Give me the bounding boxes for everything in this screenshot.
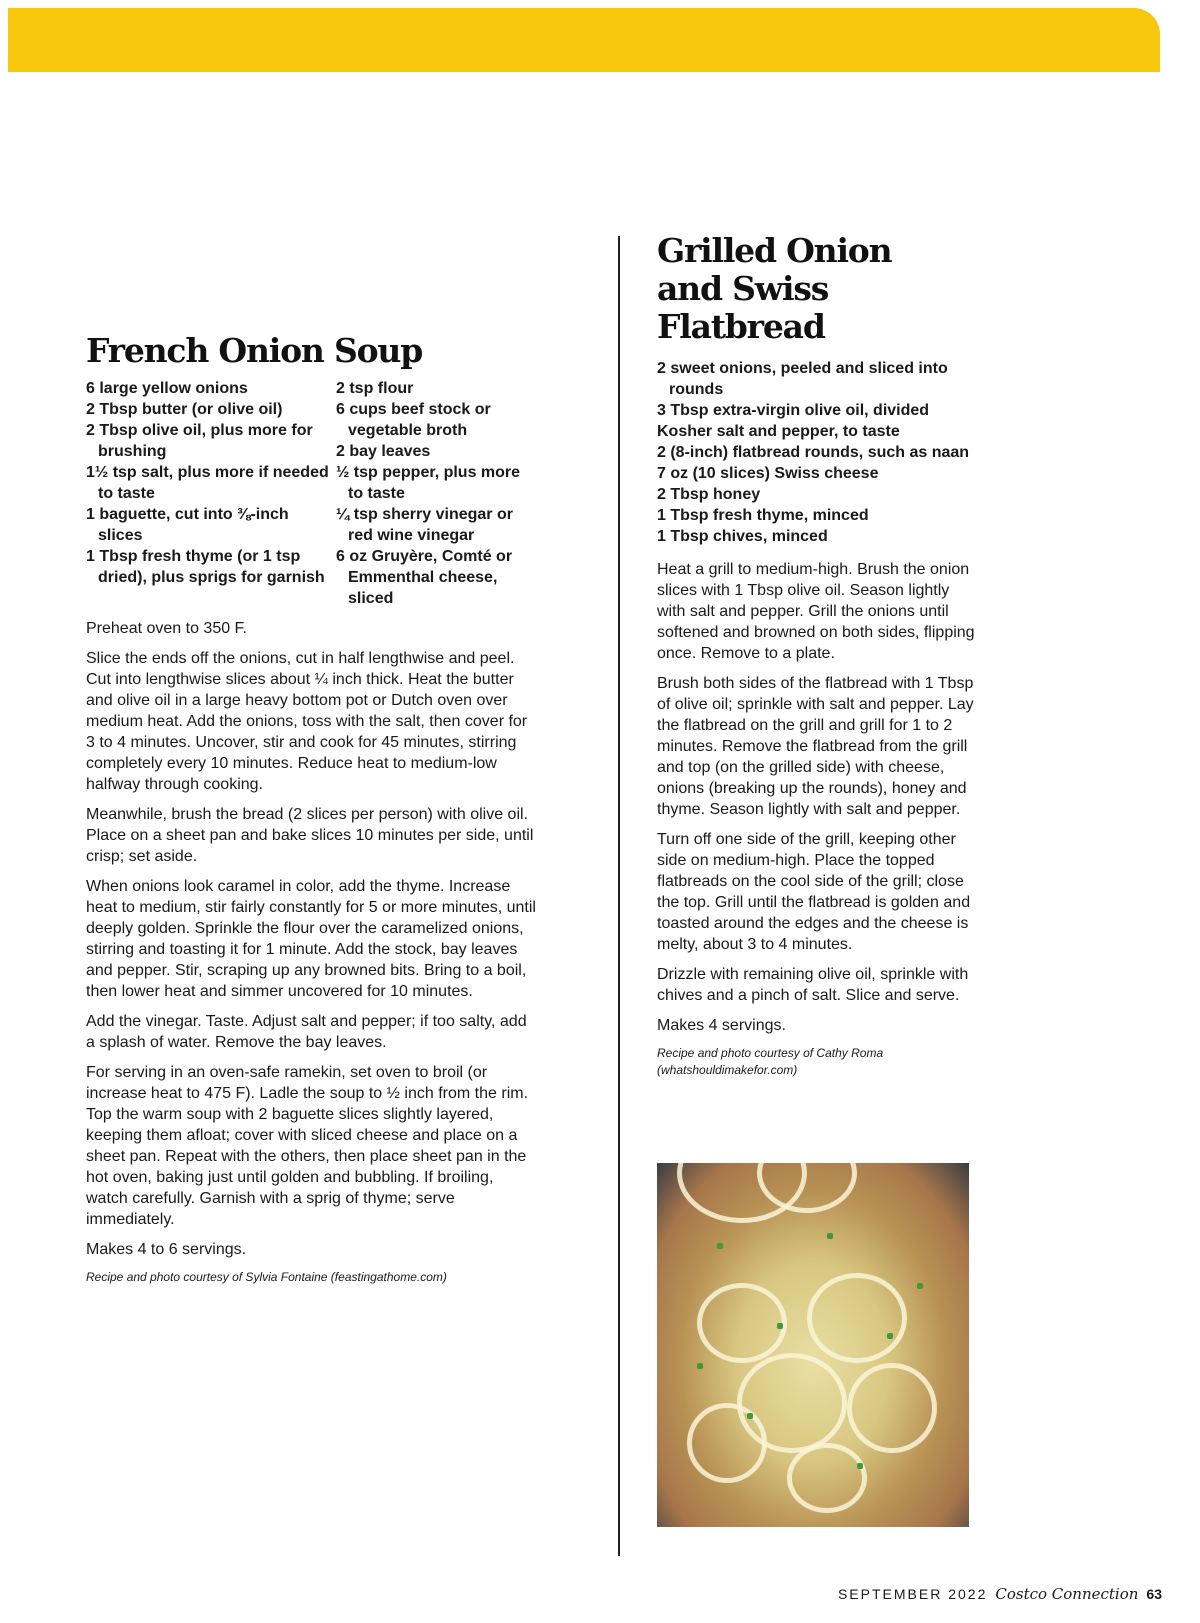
instruction-step: Slice the ends off the onions, cut in half lengthwise and peel. Cut into lengthwise slices about ¼ inch thick. Heat the butter and olive oil in a large heavy bottom pot or Dutch oven over medium heat. Add the onions, toss with the salt, then cover for 3 to 4 minutes. Uncover, stir and cook for 45 minutes, stirring completely every 10 minutes. Reduce heat to medium-low halfway through cooking.	[86, 650, 528, 793]
recipe-credit: Recipe and photo courtesy of Sylvia Fontaine (feastingathome.com)	[86, 1270, 447, 1284]
flatbread-recipe	[657, 232, 977, 1079]
issue-date: SEPTEMBER 2022	[837, 1586, 988, 1602]
recipe-credit: Recipe and photo courtesy of Cathy Roma (whatshouldimakefor.com)	[657, 1046, 884, 1077]
ingredient: 1 Tbsp chives, minced	[657, 528, 828, 545]
ingredient: Kosher salt and pepper, to taste	[657, 423, 900, 440]
ingredient: ¼ tsp sherry vinegar or red wine vinegar	[336, 506, 513, 544]
column-divider	[618, 236, 620, 1556]
instruction-step: Makes 4 to 6 servings.	[86, 1241, 247, 1258]
ingredients	[86, 378, 536, 609]
recipe-title: Grilled Onion and Swiss Flatbread	[657, 231, 892, 346]
ingredient: 3 Tbsp extra-virgin olive oil, divided	[657, 402, 930, 419]
instruction-step: Brush both sides of the flatbread with 1 Tbsp of olive oil; sprinkle with salt and pepper. Lay the flatbread on the grill and grill for 1 to 2 minutes. Remove the flatbread from the grill and top (on the grilled side) with cheese, onions (breaking up the rounds), honey and thyme. Season lightly with salt and pepper.	[657, 675, 974, 818]
ingredient: 2 Tbsp olive oil, plus more for brushing	[86, 422, 313, 460]
ingredient: 2 (8-inch) flatbread rounds, such as naan	[657, 444, 970, 461]
ingredient: 1½ tsp salt, plus more if needed to taste	[86, 464, 329, 502]
ingredient: ½ tsp pepper, plus more to taste	[336, 464, 521, 502]
instruction-step: For serving in an oven-safe ramekin, set oven to broil (or increase heat to 475 F). Ladle the soup to ½ inch from the rim. Top the warm soup with 2 baguette slices slightly layered, keeping them afloat; cover with sliced cheese and place on a sheet pan. Repeat with the others, then place sheet pan in the hot oven, baking just until golden and bubbling. If broiling, watch carefully. Garnish with a sprig of thyme; serve immediately.	[86, 1064, 529, 1228]
ingredient: 7 oz (10 slices) Swiss cheese	[657, 465, 879, 482]
instruction-step: When onions look caramel in color, add the thyme. Increase heat to medium, stir fairly constantly for 5 or more minutes, until deeply golden. Sprinkle the flour over the caramelized onions, stirring and toasting it for 1 minute. Add the stock, bay leaves and pepper. Stir, scraping up any browned bits. Bring to a boil, then lower heat and simmer uncovered for 10 minutes.	[86, 878, 536, 1000]
ingredient: 2 bay leaves	[336, 443, 431, 460]
recipe-title: French Onion Soup	[86, 331, 423, 370]
ingredient: 6 oz Gruyère, Comté or Emmenthal cheese, sliced	[336, 548, 513, 607]
instruction-step: Makes 4 servings.	[657, 1017, 786, 1034]
ingredient: 2 tsp flour	[336, 380, 414, 397]
french-onion-soup-recipe	[86, 332, 536, 1286]
ingredient: 6 large yellow onions	[86, 380, 248, 397]
instruction-step: Add the vinegar. Taste. Adjust salt and pepper; if too salty, add a splash of water. Remove the bay leaves.	[86, 1013, 527, 1051]
instruction-step: Turn off one side of the grill, keeping other side on medium-high. Place the topped flatbreads on the cool side of the grill; close the top. Grill until the flatbread is golden and toasted around the edges and the cheese is melty, about 3 to 4 minutes.	[657, 831, 971, 953]
page-number: 63	[1146, 1586, 1162, 1602]
magazine-name: Costco Connection	[995, 1585, 1139, 1603]
ingredient: 1 Tbsp fresh thyme, minced	[657, 507, 869, 524]
instruction-step: Heat a grill to medium-high. Brush the onion slices with 1 Tbsp olive oil. Season lightly with salt and pepper. Grill the onions until softened and browned on both sides, flipping once. Remove to a plate.	[657, 561, 975, 662]
ingredient: 6 cups beef stock or vegetable broth	[336, 401, 491, 439]
ingredient: 1 baguette, cut into ⅜-inch slices	[86, 506, 289, 544]
instruction-step: Meanwhile, brush the bread (2 slices per person) with olive oil. Place on a sheet pan and bake slices 10 minutes per side, until crisp; set aside.	[86, 806, 534, 865]
instruction-step: Drizzle with remaining olive oil, sprinkle with chives and a pinch of salt. Slice and serve.	[657, 966, 969, 1004]
instruction-step: Preheat oven to 350 F.	[86, 620, 247, 637]
ingredient: 2 Tbsp butter (or olive oil)	[86, 401, 283, 418]
ingredient: 1 Tbsp fresh thyme (or 1 tsp dried), plus sprigs for garnish	[86, 548, 325, 586]
top-banner	[8, 8, 1160, 72]
ingredient: 2 Tbsp honey	[657, 486, 761, 503]
flatbread-photo	[657, 1163, 969, 1527]
ingredient: 2 sweet onions, peeled and sliced into rounds	[657, 360, 948, 398]
page-footer	[838, 1585, 1162, 1603]
